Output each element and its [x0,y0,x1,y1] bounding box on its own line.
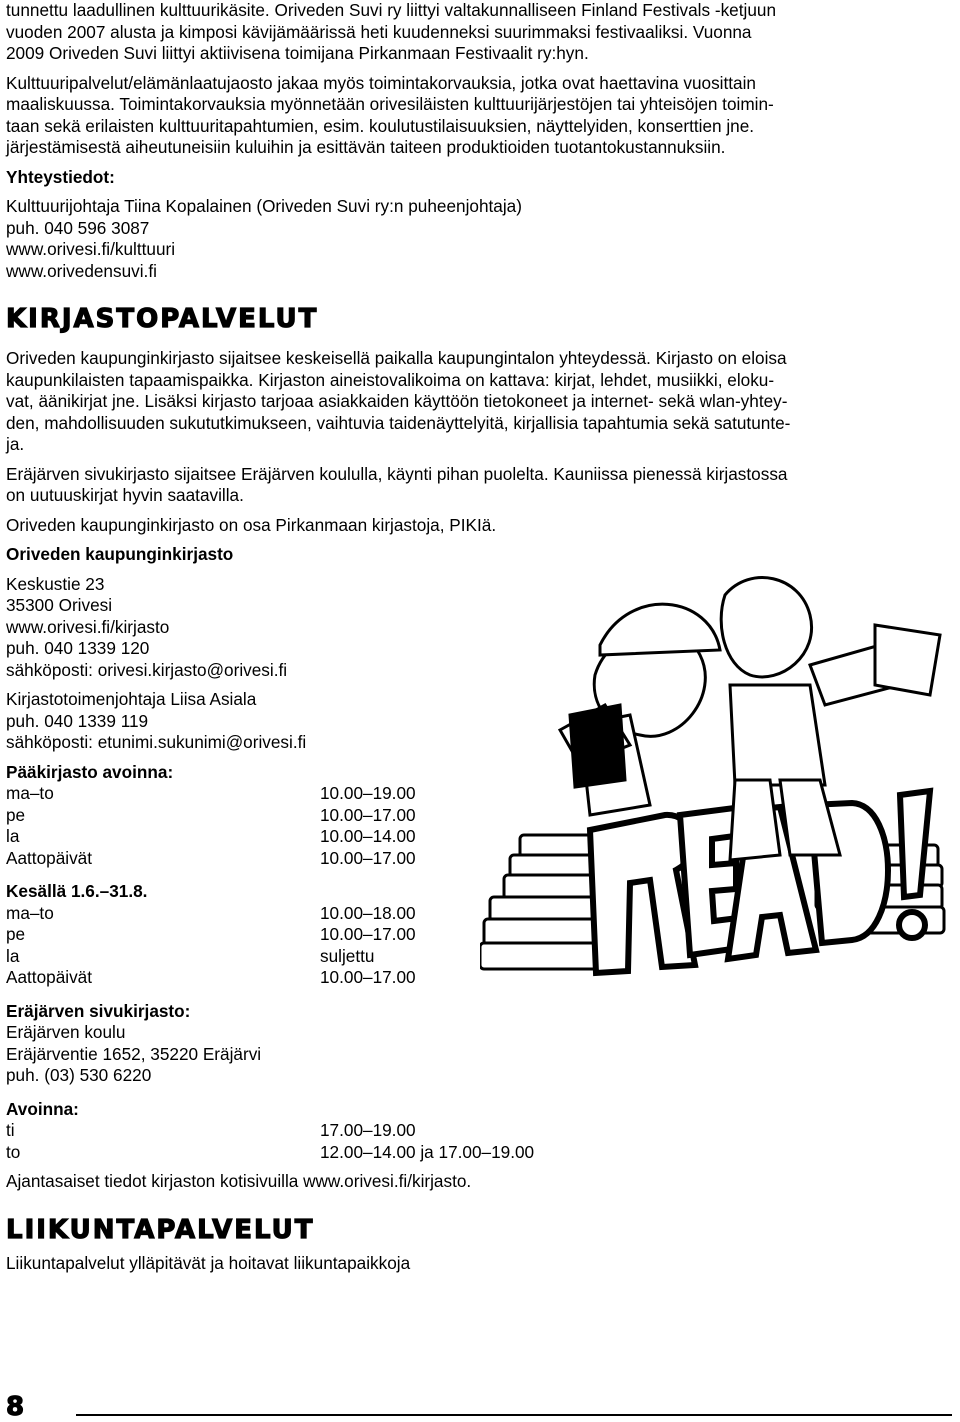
text-line: tunnettu laadullinen kulttuurikäsite. Oriveden Suvi ry liittyi valtakunnalliseen Finland Festivals -ketjuun [6,0,777,20]
contact-link[interactable]: www.orivedensuvi.fi [6,260,157,281]
hours-day: ma–to [6,902,54,923]
branch-hours-heading: Avoinna: [6,1098,79,1119]
hours-time: 10.00–17.00 [320,804,416,825]
hours-day: pe [6,804,26,825]
hours-day: la [6,826,20,846]
address-line: 35300 Orivesi [6,595,113,615]
page-number: 8 [6,1392,25,1422]
text-line: vat, äänikirjat jne. Lisäksi kirjasto tarjoaa asiakkaiden käyttöön tietokoneet ja internet- sekä wlan-yhtey- [6,391,788,411]
reader-left-icon [560,604,720,815]
contact-link[interactable]: www.orivesi.fi/kulttuuri [6,239,176,259]
phone-line: puh. (03) 530 6220 [6,1065,152,1085]
text-line: Oriveden kaupunginkirjasto sijaitsee keskeisellä paikalla kaupungintalon yhteydessä. Kirjasto on eloisa [6,348,787,368]
branch-hours-table [6,1120,950,1163]
hours-time: 10.00–17.00 [320,847,416,868]
hours-day: la [6,945,20,966]
text-line: den, mahdollisuuden sukututkimukseen, vaihtuvia taidenäyttelyitä, kirjallisia tapahtumia sekä satutunte- [6,412,791,433]
hours-time: suljettu [320,945,375,966]
hours-time: 10.00–17.00 [320,924,416,944]
address-line: Eräjärventie 1652, 35220 Eräjärvi [6,1043,262,1064]
text-line: 2009 Oriveden Suvi liittyi aktiivisena toimijana Pirkanmaan Festivaalit ry:hyn. [6,43,589,63]
text-line: taan sekä erilaisten kulttuuritapahtumien, esim. koulutustilaisuuksien, näyttelyiden, konserttien jne. [6,115,755,136]
hours-time: 10.00–14.00 [320,826,416,846]
contact-line: Kulttuurijohtaja Tiina Kopalainen (Oriveden Suvi ry:n puheenjohtaja) [6,196,522,216]
contacts-heading: Yhteystiedot: [6,166,115,187]
phone-line: puh. 040 1339 119 [6,710,149,731]
text-line: maaliskuussa. Toimintakorvauksia myönnetään orivesiläisten kulttuurijärjestöjen tai yhteisöjen toimin- [6,94,774,114]
director-line: Kirjastotoimenjohtaja Liisa Asiala [6,689,257,709]
footer-rule [76,1414,952,1416]
library-note: Ajantasaiset tiedot kirjaston kotisivuilla www.orivesi.fi/kirjasto. [6,1171,472,1191]
hours-time: 10.00–19.00 [320,783,416,803]
reading-illustration [480,555,950,985]
phone-line: puh. 040 1339 120 [6,638,150,658]
text-line: on uutuuskirjat hyvin saatavilla. [6,485,244,505]
branch-heading: Eräjärven sivukirjasto: [6,1000,191,1021]
hours-time: 10.00–17.00 [320,967,416,987]
address-line: Keskustie 23 [6,573,105,594]
sports-heading: LIIKUNTAPALVELUT [6,1214,315,1245]
hours-day: Aattopäivät [6,967,92,987]
text-line: Kulttuuripalvelut/elämänlaatujaosto jakaa myös toimintakorvauksia, jotka ovat haettavina vuosittain [6,72,756,93]
text-line: Eräjärven sivukirjasto sijaitsee Eräjärven koululla, käynti pihan puolelta. Kauniissa pienessä kirjastossa [6,463,788,484]
text-line: vuoden 2007 alusta ja kimposi kävijämäärissä heti kuudenneksi suurimmaksi festivaaliksi. Vuonna [6,21,752,42]
hours-time: 12.00–14.00 ja 17.00–19.00 [320,1141,535,1162]
email-line[interactable]: sähköposti: etunimi.sukunimi@orivesi.fi [6,732,307,752]
email-line[interactable]: sähköposti: orivesi.kirjasto@orivesi.fi [6,659,288,680]
text-line: järjestämisestä aiheutuneisiin kuluihin ja esittävän taiteen produktioiden tuotantokustannuksiin. [6,137,726,157]
hours-time: 10.00–18.00 [320,902,416,923]
hours-day: ti [6,1120,15,1140]
text-line: kaupunkilaisten tapaamispaikka. Kirjaston aineistovalikoima on kattava: kirjat, lehdet, musiikki, eloku- [6,369,775,390]
hours-day: ma–to [6,783,54,803]
sports-text: Liikuntapalvelut ylläpitävät ja hoitavat liikuntapaikkoja [6,1252,411,1273]
text-line: ja. [6,434,25,454]
main-library-name: Oriveden kaupunginkirjasto [6,544,234,564]
hours-time: 17.00–19.00 [320,1120,416,1140]
summer-hours-heading: Kesällä 1.6.–31.8. [6,881,148,901]
intro-section [6,0,950,282]
library-heading: KIRJASTOPALVELUT [6,304,319,334]
contact-line: puh. 040 596 3087 [6,217,150,238]
library-link[interactable]: www.orivesi.fi/kirjasto [6,616,170,637]
hours-day: to [6,1141,21,1162]
hours-day: Aattopäivät [6,847,92,868]
address-line: Eräjärven koulu [6,1022,126,1042]
main-hours-heading: Pääkirjasto avoinna: [6,761,174,782]
hours-day: pe [6,924,26,944]
text-line: Oriveden kaupunginkirjasto on osa Pirkanmaan kirjastoja, PIKIä. [6,514,497,535]
